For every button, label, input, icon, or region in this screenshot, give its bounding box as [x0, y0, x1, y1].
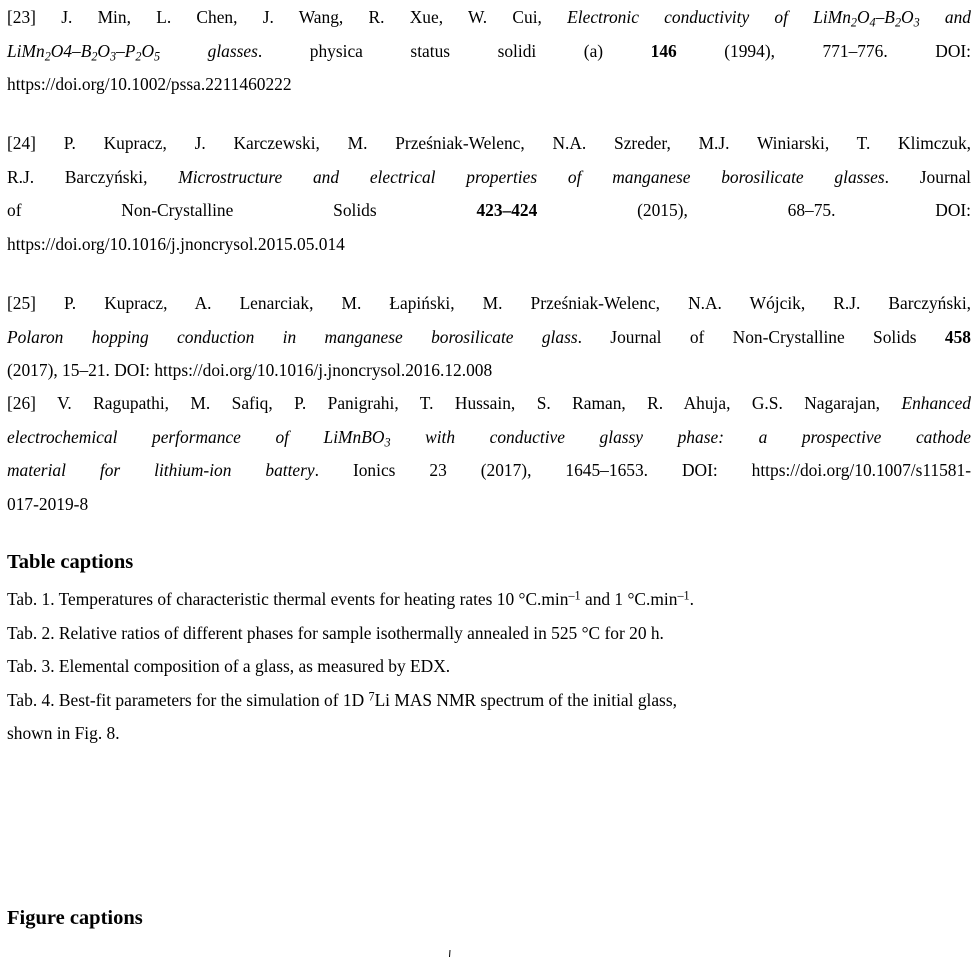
reference-25-line-3: (2017), 15–21. DOI: https://doi.org/10.1016/j.jnoncrysol.2016.12.008 — [7, 360, 493, 380]
reference-title-cont: material for lithium-ion battery — [7, 460, 315, 480]
reference-24 — [7, 127, 971, 261]
reference-journal: . physica status solidi (a) — [257, 40, 651, 61]
reference-journal: . Ionics 23 (2017), 1645–1653. DOI: https://doi.org/10.1007/s11581- — [314, 460, 971, 480]
table-captions-heading: Table captions — [7, 551, 134, 573]
reference-authors: [26] V. Ragupathi, M. Safiq, P. Panigrahi, T. Hussain, S. Raman, R. Ahuja, G.S. Nagarajan, — [7, 393, 902, 413]
reference-26 — [7, 387, 971, 521]
reference-23 — [7, 1, 971, 102]
reference-title-cont: electrochemical performance of LiMnBO$_3$ with conductive glassy phase: a prospective cathode — [7, 426, 972, 449]
table-caption-3: Tab. 3. Elemental composition of a glass, as measured by EDX. — [7, 656, 451, 676]
reference-title: Electronic conductivity of $LiMn_2O_4-B_2O_3$ and — [567, 7, 971, 30]
reference-23-line-2 — [7, 35, 971, 69]
reference-24-line-3: of Non-Crystalline Solids 423–424 (2015), 68–75. DOI: — [7, 200, 972, 220]
reference-23-line-1 — [7, 1, 971, 35]
reference-24-line-2 — [7, 161, 971, 195]
reference-24-doi: https://doi.org/10.1016/j.jnoncrysol.2015.05.014 — [7, 233, 345, 254]
reference-24-line-1: [24] P. Kupracz, J. Karczewski, M. Prześniak-Welenc, N.A. Szreder, M.J. Winiarski, T. Klimczuk, — [7, 133, 971, 153]
reference-26-line-4: 017-2019-8 — [7, 493, 89, 514]
reference-title: Enhanced — [901, 393, 971, 413]
reference-title: Microstructure and electrical properties of manganese borosilicate glasses — [178, 166, 885, 187]
figure-captions-heading: Figure captions — [7, 907, 143, 929]
table-caption-4-cont: shown in Fig. 8. — [7, 723, 120, 743]
reference-26-line-3 — [7, 454, 971, 488]
reference-25-line-2 — [7, 321, 971, 355]
reference-journal: . Journal of Non-Crystalline Solids — [577, 326, 945, 347]
table-caption-4: Tab. 4. Best-fit parameters for the simulation of 1D $^7$Li MAS NMR spectrum of the initial glass, — [7, 689, 677, 710]
reference-authors: [23] J. Min, L. Chen, J. Wang, R. Xue, W. Cui, — [7, 7, 568, 27]
table-captions-list — [7, 583, 971, 751]
reference-volume: 146 — [650, 40, 677, 61]
table-caption-2: Tab. 2. Relative ratios of different phases for sample isothermally annealed in 525 °C for 20 h. — [7, 622, 664, 643]
reference-title: Polaron hopping conduction in manganese borosilicate glass — [7, 326, 578, 347]
reference-pages: (1994), 771–776. DOI: — [676, 40, 971, 61]
clipped-superscript-mark — [448, 950, 452, 959]
reference-26-line-1 — [7, 387, 971, 421]
reference-volume: 423–424 — [476, 200, 538, 220]
table-caption-1: Tab. 1. Temperatures of characteristic thermal events for heating rates 10 $^\circ C.\min^{-1}$ and 1 $^\circ C.\min^{-1}$. — [7, 588, 694, 609]
reference-volume: 458 — [944, 326, 971, 347]
reference-23-doi: https://doi.org/10.1002/pssa.2211460222 — [7, 74, 292, 94]
reference-title-cont: $LiMn_2O4-B_2O_3-P_2O_5$ glasses — [7, 40, 258, 63]
reference-25 — [7, 287, 971, 388]
reference-25-line-1: [25] P. Kupracz, A. Lenarciak, M. Łapiński, M. Prześniak-Welenc, N.A. Wójcik, R.J. Barczyński, — [7, 293, 971, 313]
reference-authors: R.J. Barczyński, — [7, 166, 179, 187]
reference-journal: . Journal — [884, 166, 971, 187]
reference-26-line-2 — [7, 421, 971, 455]
